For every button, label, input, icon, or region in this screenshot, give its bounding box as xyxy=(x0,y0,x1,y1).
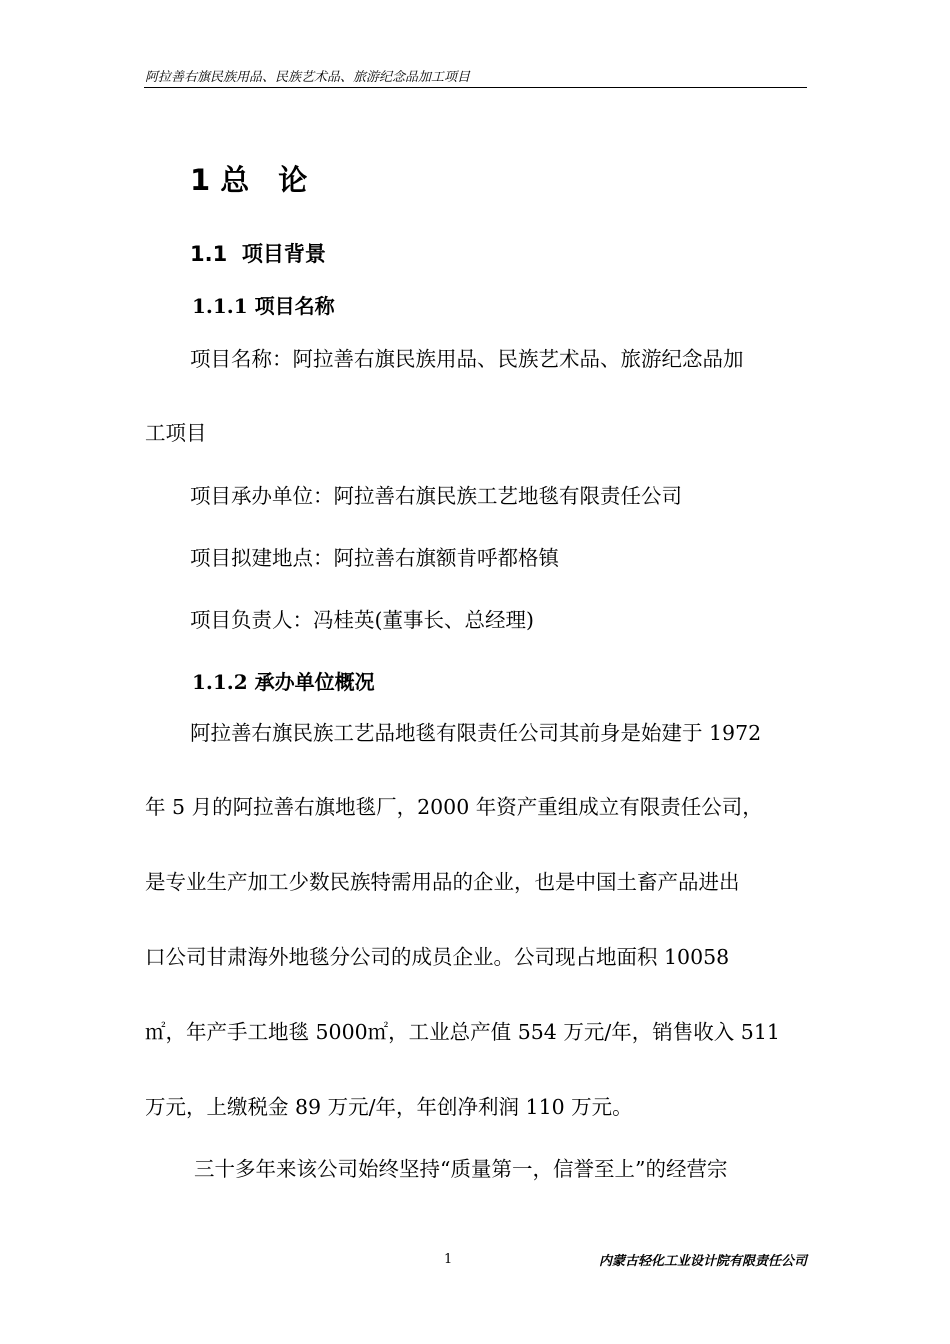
paragraph-line: 项目负责人：冯桂英(董事长、总经理) xyxy=(190,608,534,632)
paragraph-line: 项目承办单位：阿拉善右旗民族工艺地毯有限责任公司 xyxy=(190,484,682,508)
chapter-title: 1 总 论 xyxy=(190,163,308,197)
paragraph-line: 阿拉善右旗民族工艺品地毯有限责任公司其前身是始建于 1972 xyxy=(190,721,762,745)
paragraph-line: 项目名称：阿拉善右旗民族用品、民族艺术品、旅游纪念品加 xyxy=(190,347,744,371)
paragraph-line: 三十多年来该公司始终坚持“质量第一，信誉至上”的经营宗 xyxy=(194,1157,728,1181)
subsection-title-company-overview: 1.1.2 承办单位概况 xyxy=(192,670,375,694)
header-title: 阿拉善右旗民族用品、民族艺术品、旅游纪念品加工项目 xyxy=(145,70,471,85)
paragraph-line: 万元，上缴税金 89 万元/年，年创净利润 110 万元。 xyxy=(145,1095,633,1119)
subsection-title-project-name: 1.1.1 项目名称 xyxy=(192,294,335,318)
paragraph-line: 项目拟建地点：阿拉善右旗额肯呼都格镇 xyxy=(190,546,559,570)
paragraph-line: 工项目 xyxy=(145,421,207,445)
page-number: 1 xyxy=(444,1252,453,1267)
header-divider xyxy=(144,87,807,88)
paragraph-line: 是专业生产加工少数民族特需用品的企业，也是中国土畜产品进出 xyxy=(145,870,740,894)
paragraph-line: 口公司甘肃海外地毯分公司的成员企业。公司现占地面积 10058 xyxy=(145,945,730,969)
paragraph-line: ㎡，年产手工地毯 5000㎡，工业总产值 554 万元/年，销售收入 511 xyxy=(145,1020,780,1044)
paragraph-line: 年 5 月的阿拉善右旗地毯厂，2000 年资产重组成立有限责任公司， xyxy=(145,795,763,819)
section-title: 1.1 项目背景 xyxy=(190,242,326,266)
footer-organization: 内蒙古轻化工业设计院有限责任公司 xyxy=(598,1254,807,1269)
